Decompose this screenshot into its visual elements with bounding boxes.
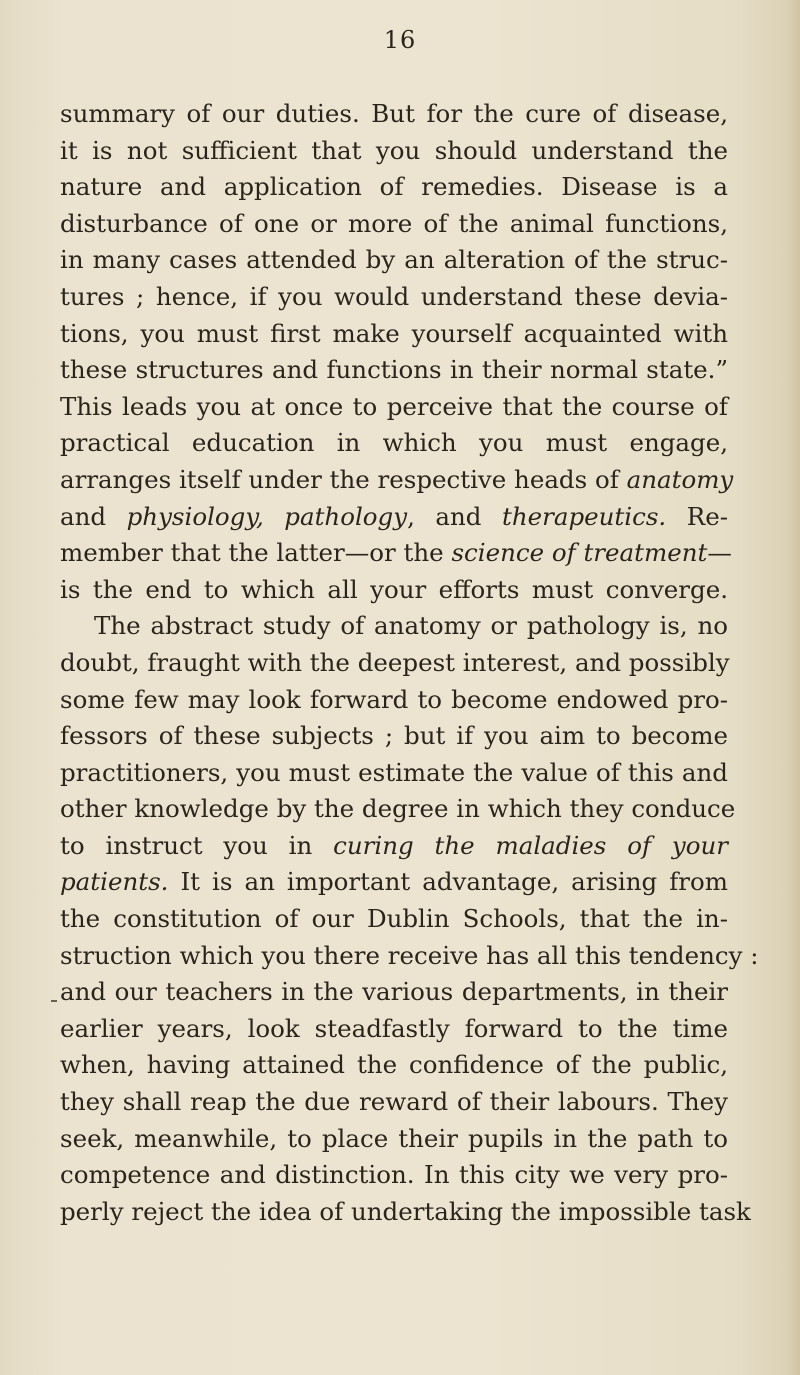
text-line: fessors of these subjects ; but if you aim to become bbox=[60, 721, 728, 751]
italic-term-physiology: physiology, bbox=[126, 501, 264, 531]
text-line: competence and distinction. In this city we very pro- bbox=[60, 1160, 728, 1190]
text-line: other knowledge by the degree in which they conduce bbox=[60, 794, 736, 824]
text-segment: and bbox=[435, 501, 482, 531]
text-line: earlier years, look steadfastly forward to the time bbox=[60, 1013, 728, 1043]
text-line: summary of our duties. But for the cure of disease, bbox=[60, 99, 728, 128]
text-line: some few may look forward to become endowed pro- bbox=[60, 684, 728, 714]
text-line: when, having attained the confidence of the public, bbox=[60, 1050, 728, 1080]
text-line: seek, meanwhile, to place their pupils in the path to bbox=[60, 1123, 728, 1153]
text-segment: — bbox=[707, 538, 732, 568]
italic-term-pathology: pathology bbox=[284, 501, 408, 531]
text-segment: arranges itself under the respective heads of bbox=[60, 464, 619, 494]
italic-phrase-patients: patients. bbox=[60, 867, 169, 897]
text-line: they shall reap the due reward of their labours. They bbox=[60, 1087, 728, 1117]
text-line: these structures and functions in their normal state.” bbox=[60, 355, 728, 385]
text-line: is the end to which all your efforts must converge. bbox=[60, 574, 728, 604]
text-segment: Re- bbox=[686, 501, 728, 531]
page-edge-shadow bbox=[786, 0, 800, 1375]
text-line: perly reject the idea of undertaking the impossible task bbox=[60, 1196, 751, 1226]
margin-mark bbox=[51, 1000, 57, 1002]
text-line bbox=[60, 535, 732, 572]
text-line: The abstract study of anatomy or pathology is, no bbox=[94, 611, 728, 641]
text-segment: to instruct you in bbox=[60, 830, 313, 860]
text-line bbox=[60, 828, 728, 865]
text-line: This leads you at once to perceive that the course of bbox=[60, 391, 728, 421]
text-line: nature and application of remedies. Disease is a bbox=[60, 172, 728, 202]
text-line bbox=[60, 864, 728, 901]
text-line: doubt, fraught with the deepest interest, and possibly bbox=[60, 647, 730, 677]
text-segment: It is an important advantage, arising from bbox=[180, 867, 728, 897]
italic-term-therapeutics: therapeutics. bbox=[502, 501, 667, 531]
text-line: in many cases attended by an alteration of the struc- bbox=[60, 245, 728, 275]
text-segment: and bbox=[60, 501, 107, 531]
text-line: disturbance of one or more of the animal functions, bbox=[60, 208, 728, 238]
italic-phrase-curing: curing the maladies of your bbox=[333, 830, 728, 860]
italic-term-anatomy: anatomy bbox=[626, 464, 734, 494]
text-line: tures ; hence, if you would understand these devia- bbox=[60, 281, 728, 311]
text-line: the constitution of our Dublin Schools, that the in- bbox=[60, 904, 728, 934]
text-line: it is not sufficient that you should understand the bbox=[60, 135, 728, 165]
text-line: practical education in which you must engage, bbox=[60, 428, 728, 458]
text-segment: member that the latter—or the bbox=[60, 538, 444, 568]
text-line: practitioners, you must estimate the value of this and bbox=[60, 757, 728, 787]
page-number: 16 bbox=[383, 26, 417, 54]
text-line: struction which you there receive has all this tendency : bbox=[60, 940, 759, 970]
italic-term-science-of-treatment: science of treatment bbox=[451, 538, 708, 568]
text-line: and physiology, pathology, and therapeutics. Re- bbox=[60, 501, 728, 531]
text-line bbox=[60, 462, 734, 499]
text-line: and our teachers in the various departments, in their bbox=[60, 977, 728, 1007]
text-line: tions, you must first make yourself acquainted with bbox=[60, 318, 728, 348]
body-text bbox=[60, 96, 759, 1230]
